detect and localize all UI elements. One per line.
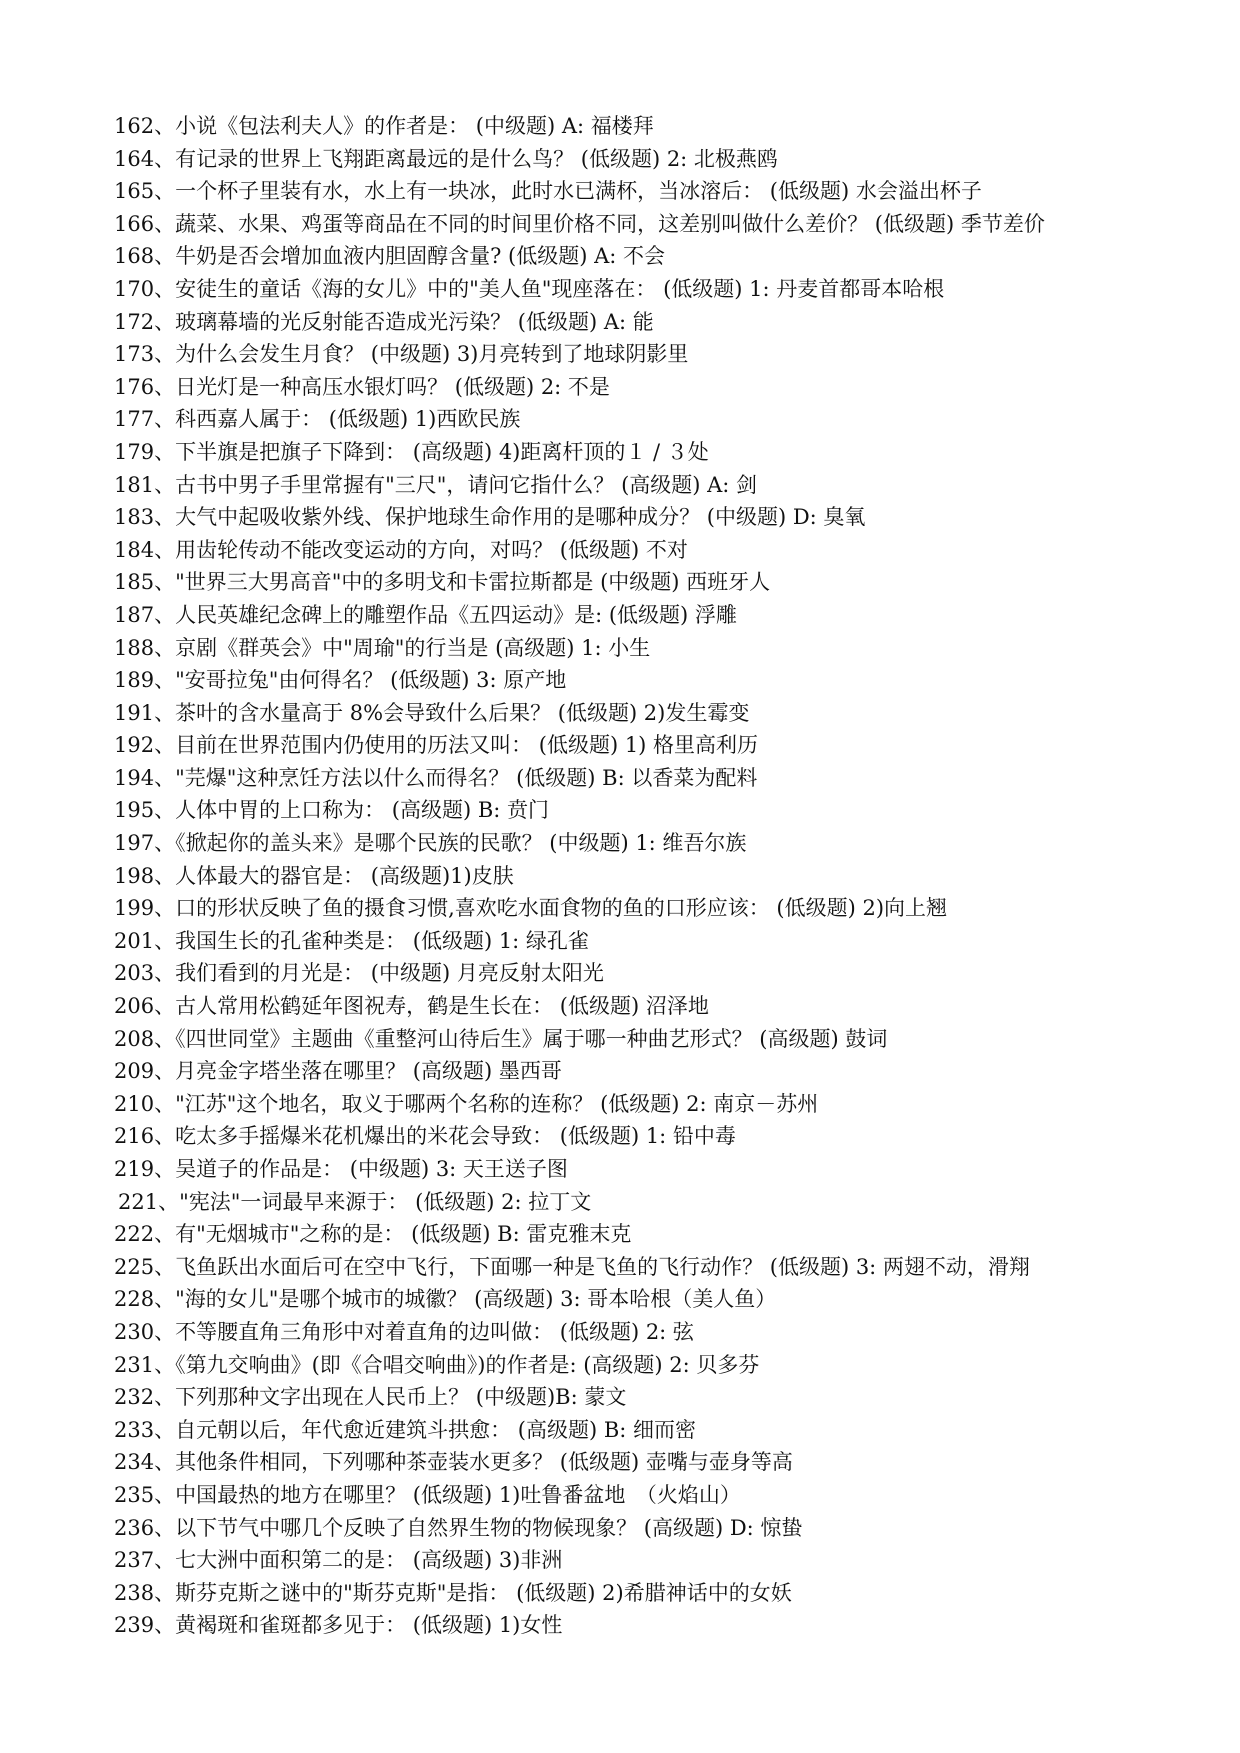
list-item: 233、自元朝以后，年代愈近建筑斗拱愈： (高级题) B: 细而密	[114, 1417, 696, 1442]
list-item: 234、其他条件相同，下列哪种茶壶装水更多？ (低级题) 壶嘴与壶身等高	[114, 1450, 793, 1475]
list-item: 201、我国生长的孔雀种类是： (低级题) 1: 绿孔雀	[114, 928, 589, 953]
list-item: 188、京剧《群英会》中"周瑜"的行当是 (高级题) 1: 小生	[114, 635, 651, 660]
list-item: 203、我们看到的月光是： (中级题) 月亮反射太阳光	[114, 961, 604, 986]
list-item: 185、"世界三大男高音"中的多明戈和卡雷拉斯都是 (中级题) 西班牙人	[114, 570, 771, 595]
list-item: 219、吴道子的作品是： (中级题) 3: 天王送子图	[114, 1157, 568, 1181]
list-item: 231、《第九交响曲》(即《合唱交响曲》)的作者是: (高级题) 2: 贝多芬	[114, 1352, 760, 1377]
list-item: 165、一个杯子里装有水，水上有一块冰，此时水已满杯，当冰溶后： (低级题) 水会溢出杯子	[114, 179, 982, 204]
list-item: 216、吃太多手摇爆米花机爆出的米花会导致： (低级题) 1: 铅中毒	[114, 1124, 736, 1149]
list-item: 187、人民英雄纪念碑上的雕塑作品《五四运动》是: (低级题) 浮雕	[114, 602, 737, 627]
list-item: 191、茶叶的含水量高于 8%会导致什么后果？ (低级题) 2)发生霉变	[114, 700, 750, 725]
list-item: 195、人体中胃的上口称为： (高级题) B: 贲门	[114, 798, 549, 823]
list-item: 198、人体最大的器官是： (高级题)1)皮肤	[114, 863, 514, 888]
list-item: 184、用齿轮传动不能改变运动的方向，对吗？ (低级题) 不对	[114, 537, 688, 562]
list-item: 228、"海的女儿"是哪个城市的城徽？ (高级题) 3: 哥本哈根（美人鱼）	[114, 1287, 777, 1312]
question-list	[66, 110, 1174, 1642]
list-item: 236、以下节气中哪几个反映了自然界生物的物候现象？ (高级题) D: 惊蛰	[114, 1515, 803, 1540]
list-item: 235、中国最热的地方在哪里？ (低级题) 1)吐鲁番盆地 （火焰山）	[114, 1482, 741, 1507]
list-item: 189、"安哥拉兔"由何得名？ (低级题) 3: 原产地	[114, 668, 567, 693]
list-item: 177、科西嘉人属于： (低级题) 1)西欧民族	[114, 407, 521, 432]
list-item: 239、黄褐斑和雀斑都多见于： (低级题) 1)女性	[114, 1613, 563, 1638]
list-item: 208、《四世同堂》主题曲《重整河山待后生》属于哪一种曲艺形式？ (高级题) 鼓词	[114, 1026, 888, 1051]
list-item: 194、"芫爆"这种烹饪方法以什么而得名？ (低级题) B: 以香菜为配料	[114, 765, 758, 790]
list-item: 192、目前在世界范围内仍使用的历法又叫： (低级题) 1) 格里高利历	[114, 733, 759, 758]
list-item: 166、蔬菜、水果、鸡蛋等商品在不同的时间里价格不同，这差别叫做什么差价？ (低级题) 季节差价	[114, 211, 1045, 236]
list-item: 209、月亮金字塔坐落在哪里？ (高级题) 墨西哥	[114, 1059, 562, 1084]
list-item: 210、"江苏"这个地名，取义于哪两个名称的连称？ (低级题) 2: 南京－苏州	[114, 1091, 819, 1116]
list-item: 172、玻璃幕墙的光反射能否造成光污染？ (低级题) A: 能	[114, 309, 654, 334]
list-item: 237、七大洲中面积第二的是： (高级题) 3)非洲	[114, 1548, 563, 1573]
list-item: 230、不等腰直角三角形中对着直角的边叫做： (低级题) 2: 弦	[114, 1319, 694, 1344]
list-item: 206、古人常用松鹤延年图祝寿，鹤是生长在： (低级题) 沼泽地	[114, 994, 709, 1019]
list-item: 162、小说《包法利夫人》的作者是： (中级题) A: 福楼拜	[114, 114, 654, 138]
list-item: 199、口的形状反映了鱼的摄食习惯,喜欢吃水面食物的鱼的口形应该： (低级题) 2)向上翘	[114, 896, 948, 921]
list-item: 221、"宪法"一词最早来源于： (低级题) 2: 拉丁文	[118, 1189, 592, 1214]
list-item: 183、大气中起吸收紫外线、保护地球生命作用的是哪种成分？ (中级题) D: 臭氧	[114, 505, 866, 530]
list-item: 170、安徒生的童话《海的女儿》中的"美人鱼"现座落在： (低级题) 1: 丹麦首都哥本哈根	[114, 276, 945, 301]
list-item: 164、有记录的世界上飞翔距离最远的是什么鸟？ (低级题) 2: 北极燕鸥	[114, 146, 778, 171]
list-item: 197、《掀起你的盖头来》是哪个民族的民歌？ (中级题) 1: 维吾尔族	[114, 831, 747, 856]
list-item: 179、下半旗是把旗子下降到： (高级题) 4)距离杆顶的１ / ３处	[114, 439, 709, 464]
list-item: 176、日光灯是一种高压水银灯吗？ (低级题) 2: 不是	[114, 374, 610, 399]
list-item: 222、有"无烟城市"之称的是： (低级题) B: 雷克雅末克	[114, 1222, 632, 1247]
list-item: 168、牛奶是否会增加血液内胆固醇含量? (低级题) A: 不会	[114, 244, 665, 269]
list-item: 238、斯芬克斯之谜中的"斯芬克斯"是指： (低级题) 2)希腊神话中的女妖	[114, 1580, 792, 1605]
list-item: 173、为什么会发生月食？ (中级题) 3)月亮转到了地球阴影里	[114, 342, 689, 367]
list-item: 232、下列那种文字出现在人民币上？ (中级题)B: 蒙文	[114, 1385, 627, 1410]
list-item: 181、古书中男子手里常握有"三尺"，请问它指什么？ (高级题) A: 剑	[114, 472, 758, 497]
list-item: 225、飞鱼跃出水面后可在空中飞行，下面哪一种是飞鱼的飞行动作？ (低级题) 3: 两翅不动，滑翔	[114, 1254, 1030, 1279]
